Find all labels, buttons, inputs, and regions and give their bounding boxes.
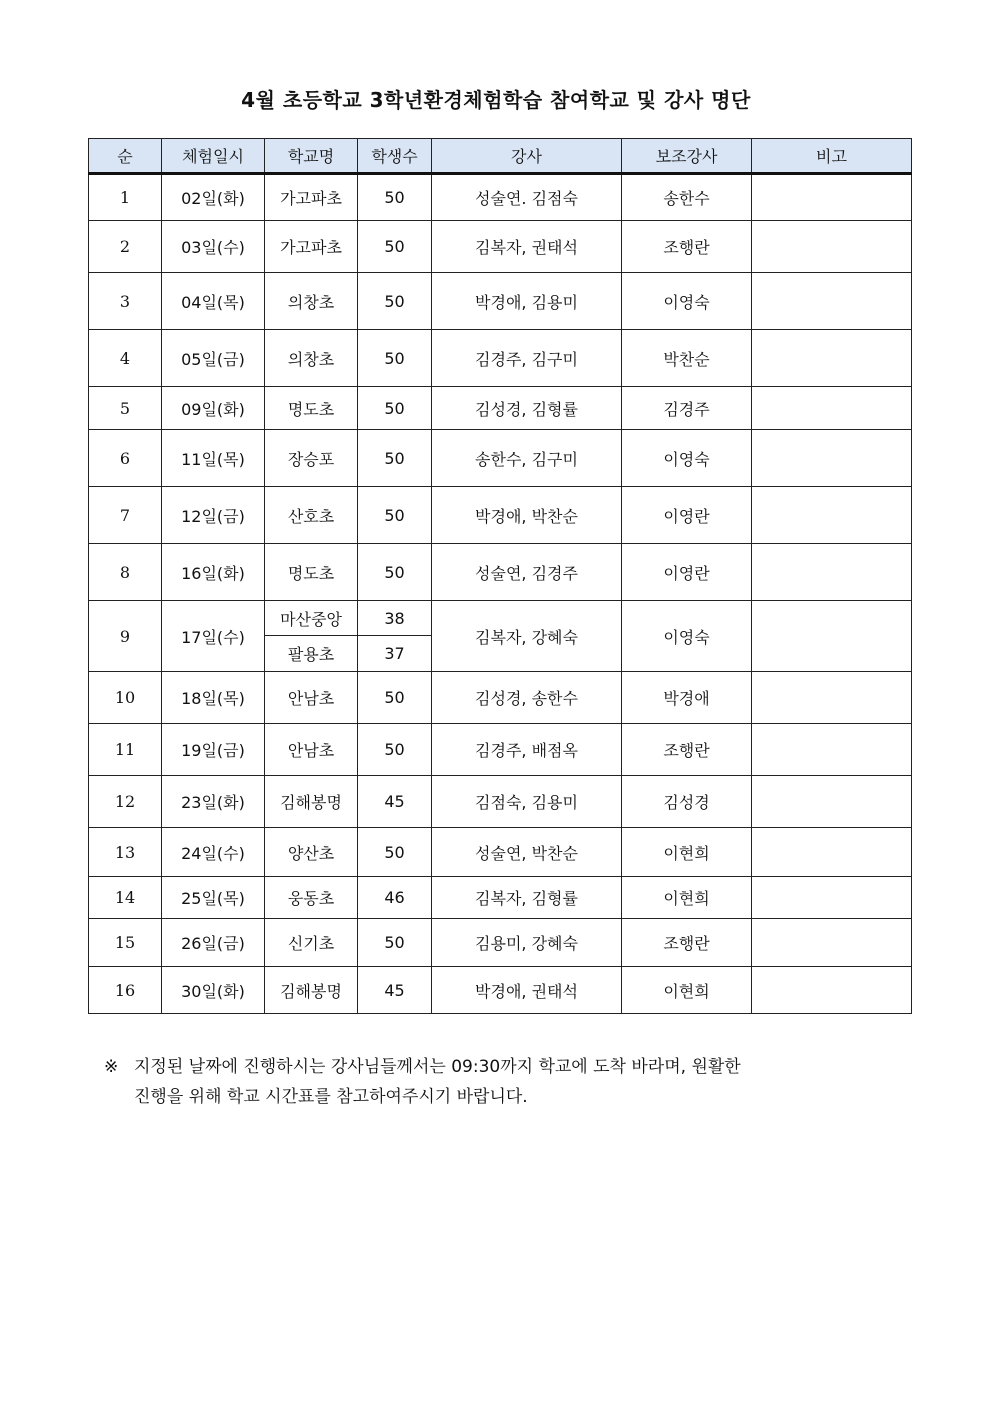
row-date: 18일(목): [162, 672, 265, 724]
row-no: 16: [89, 967, 162, 1014]
row-date: 04일(목): [162, 273, 265, 330]
row-school: 김해봉명: [265, 967, 358, 1014]
row-students: 50: [358, 724, 432, 776]
table-row: [89, 828, 912, 877]
row-school: 산호초: [265, 487, 358, 544]
row-remarks: [752, 967, 912, 1014]
row-assistant: 이영숙: [622, 430, 752, 487]
row-students: 50: [358, 919, 432, 967]
row-no: 15: [89, 919, 162, 967]
row-remarks: [752, 544, 912, 601]
row-students: 50: [358, 672, 432, 724]
table-row: [89, 601, 912, 636]
row-date: 03일(수): [162, 221, 265, 273]
row-assistant: 이영란: [622, 544, 752, 601]
table-row: [89, 724, 912, 776]
row-students: 45: [358, 776, 432, 828]
row-no: 9: [89, 601, 162, 672]
row-no: 1: [89, 174, 162, 221]
row-date: 24일(수): [162, 828, 265, 877]
row-students-secondary: 37: [358, 636, 432, 672]
row-no: 5: [89, 387, 162, 430]
row-no: 13: [89, 828, 162, 877]
notice-text-2: 진행을 위해 학교 시간표를 참고하여주시기 바랍니다.: [134, 1087, 528, 1107]
row-assistant: 조행란: [622, 919, 752, 967]
row-students: 50: [358, 487, 432, 544]
row-date: 11일(목): [162, 430, 265, 487]
row-no: 12: [89, 776, 162, 828]
row-remarks: [752, 487, 912, 544]
table-row: [89, 919, 912, 967]
row-no: 8: [89, 544, 162, 601]
table-row: [89, 776, 912, 828]
row-no: 10: [89, 672, 162, 724]
row-school: 의창초: [265, 273, 358, 330]
participant-table: [88, 138, 912, 1014]
row-date: 19일(금): [162, 724, 265, 776]
row-students: 50: [358, 273, 432, 330]
row-remarks: [752, 877, 912, 919]
row-date: 12일(금): [162, 487, 265, 544]
header-date: 체험일시: [162, 139, 265, 174]
row-school: 마산중앙: [265, 601, 358, 636]
table-row: [89, 387, 912, 430]
row-remarks: [752, 776, 912, 828]
row-instructors: 김경주, 배점옥: [432, 724, 622, 776]
row-remarks: [752, 174, 912, 221]
row-no: 4: [89, 330, 162, 387]
row-date: 09일(화): [162, 387, 265, 430]
table-header-row: [89, 139, 912, 174]
row-instructors: 박경애, 박찬순: [432, 487, 622, 544]
row-assistant: 이영숙: [622, 601, 752, 672]
row-assistant: 조행란: [622, 221, 752, 273]
row-students: 38: [358, 601, 432, 636]
row-remarks: [752, 430, 912, 487]
arrival-notice: [104, 1052, 916, 1112]
row-instructors: 성술연. 김점숙: [432, 174, 622, 221]
table-row: [89, 273, 912, 330]
row-students: 46: [358, 877, 432, 919]
row-students: 50: [358, 221, 432, 273]
row-remarks: [752, 387, 912, 430]
row-students: 45: [358, 967, 432, 1014]
row-school: 안남초: [265, 724, 358, 776]
row-instructors: 김경주, 김구미: [432, 330, 622, 387]
row-assistant: 김성경: [622, 776, 752, 828]
row-no: 3: [89, 273, 162, 330]
header-remarks: 비고: [752, 139, 912, 174]
row-school: 웅동초: [265, 877, 358, 919]
row-school: 신기초: [265, 919, 358, 967]
row-school: 가고파초: [265, 174, 358, 221]
row-assistant: 박찬순: [622, 330, 752, 387]
table-row: [89, 672, 912, 724]
table-row: [89, 544, 912, 601]
table-row: [89, 877, 912, 919]
row-no: 14: [89, 877, 162, 919]
row-remarks: [752, 828, 912, 877]
row-assistant: 박경애: [622, 672, 752, 724]
row-instructors: 성술연, 김경주: [432, 544, 622, 601]
row-no: 6: [89, 430, 162, 487]
row-school: 양산초: [265, 828, 358, 877]
row-school: 명도초: [265, 387, 358, 430]
row-date: 05일(금): [162, 330, 265, 387]
row-students: 50: [358, 330, 432, 387]
row-date: 30일(화): [162, 967, 265, 1014]
table-row: [89, 330, 912, 387]
row-remarks: [752, 672, 912, 724]
row-instructors: 박경애, 김용미: [432, 273, 622, 330]
header-assistant: 보조강사: [622, 139, 752, 174]
row-instructors: 김용미, 강혜숙: [432, 919, 622, 967]
row-date: 23일(화): [162, 776, 265, 828]
row-students: 50: [358, 430, 432, 487]
row-assistant: 김경주: [622, 387, 752, 430]
row-remarks: [752, 601, 912, 672]
row-instructors: 김복자, 강혜숙: [432, 601, 622, 672]
row-instructors: 김점숙, 김용미: [432, 776, 622, 828]
row-assistant: 이현희: [622, 877, 752, 919]
document-title: 4월 초등학교 3학년환경체험학습 참여학교 및 강사 명단: [241, 88, 751, 112]
reference-mark-icon: ※: [104, 1057, 119, 1077]
row-students: 50: [358, 828, 432, 877]
row-school: 김해봉명: [265, 776, 358, 828]
row-remarks: [752, 273, 912, 330]
header-no: 순: [89, 139, 162, 174]
row-school: 가고파초: [265, 221, 358, 273]
row-students: 50: [358, 174, 432, 221]
table-row: [89, 174, 912, 221]
row-assistant: 이현희: [622, 967, 752, 1014]
row-instructors: 김복자, 권태석: [432, 221, 622, 273]
row-date: 02일(화): [162, 174, 265, 221]
row-no: 11: [89, 724, 162, 776]
row-date: 16일(화): [162, 544, 265, 601]
row-instructors: 박경애, 권태석: [432, 967, 622, 1014]
row-date: 25일(목): [162, 877, 265, 919]
row-remarks: [752, 221, 912, 273]
header-school: 학교명: [265, 139, 358, 174]
row-assistant: 이현희: [622, 828, 752, 877]
row-date: 26일(금): [162, 919, 265, 967]
row-remarks: [752, 919, 912, 967]
row-assistant: 조행란: [622, 724, 752, 776]
table-row: [89, 430, 912, 487]
table-row: [89, 487, 912, 544]
row-school-secondary: 팔용초: [265, 636, 358, 672]
header-students: 학생수: [358, 139, 432, 174]
row-school: 의창초: [265, 330, 358, 387]
row-school: 장승포: [265, 430, 358, 487]
row-school: 명도초: [265, 544, 358, 601]
row-instructors: 김복자, 김형률: [432, 877, 622, 919]
table-row: [89, 967, 912, 1014]
row-assistant: 이영란: [622, 487, 752, 544]
table-row: [89, 221, 912, 273]
row-instructors: 성술연, 박찬순: [432, 828, 622, 877]
row-students: 50: [358, 544, 432, 601]
row-assistant: 송한수: [622, 174, 752, 221]
row-instructors: 김성경, 송한수: [432, 672, 622, 724]
row-no: 7: [89, 487, 162, 544]
row-remarks: [752, 330, 912, 387]
row-remarks: [752, 724, 912, 776]
row-date: 17일(수): [162, 601, 265, 672]
row-students: 50: [358, 387, 432, 430]
row-school: 안남초: [265, 672, 358, 724]
notice-line-1: [104, 1052, 916, 1082]
header-instructors: 강사: [432, 139, 622, 174]
row-assistant: 이영숙: [622, 273, 752, 330]
row-no: 2: [89, 221, 162, 273]
notice-text-1: 지정된 날짜에 진행하시는 강사님들께서는 09:30까지 학교에 도착 바라며, 원활한: [134, 1057, 741, 1077]
row-instructors: 송한수, 김구미: [432, 430, 622, 487]
row-instructors: 김성경, 김형률: [432, 387, 622, 430]
